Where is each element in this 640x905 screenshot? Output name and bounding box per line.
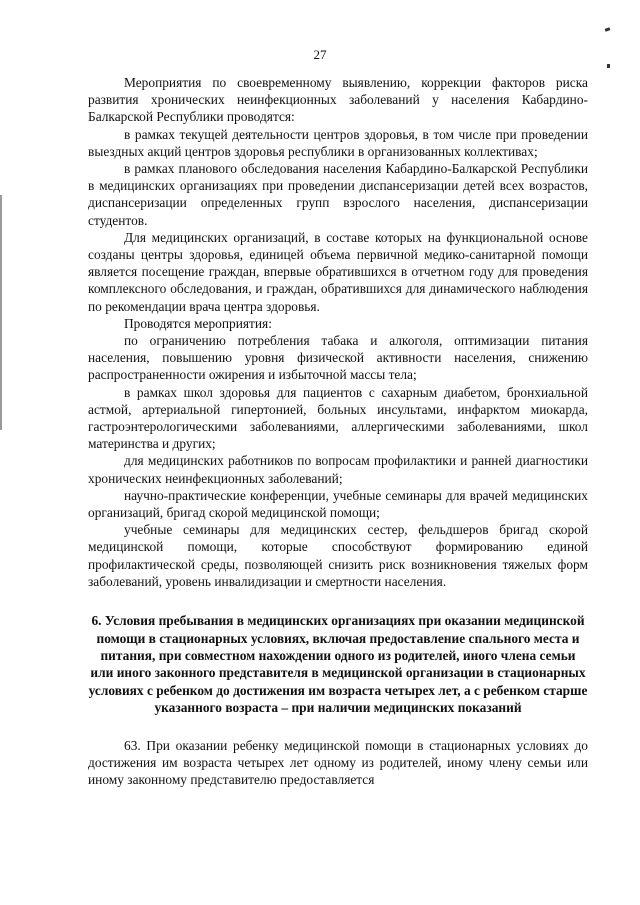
paragraph: в рамках планового обследования населения Кабардино-Балкарской Республики в медицинских организациях при проведении диспансеризации детей всех возрастов, диспансеризации определенных групп взрослого населения, диспансеризации студентов. xyxy=(88,161,588,228)
section-heading: 6. Условия пребывания в медицинских организациях при оказании медицинской помощи в стационарных условиях, включая предоставление спального места и питания, при совместном нахождении одного из родителей, иного члена семьи или иного законного представителя в медицинской организации в стационарных условиях с ребенком до достижения им возраста четырех лет, а с ребенком старше указанного возраста – при наличии медицинских показаний xyxy=(88,613,588,716)
paragraph: по ограничению потребления табака и алкоголя, оптимизации питания населения, повышению уровня физической активности населения, снижению распространенности ожирения и избыточной массы тела; xyxy=(88,333,588,383)
margin-mark xyxy=(605,27,611,32)
paragraph: 63. При оказании ребенку медицинской помощи в стационарных условиях до достижения им возраста четырех лет одному из родителей, иному члену семьи или иному законному представителю предоставляется xyxy=(88,737,588,787)
margin-mark xyxy=(607,64,610,68)
paragraph: в рамках школ здоровья для пациентов с сахарным диабетом, бронхиальной астмой, артериальной гипертонией, больных инсультами, инфарктом миокарда, гастроэнтерологическими заболеваниями, аллергическими заболеваниями, школ материнства и других; xyxy=(88,384,588,452)
document-body xyxy=(88,74,588,788)
paragraph: Для медицинских организаций, в составе которых на функциональной основе созданы центры здоровья, единицей объема первичной медико-санитарной помощи является посещение граждан, впервые обратившихся в отчетном году для проведения комплексного обследования, и граждан, обратившихся для динамического наблюдения по рекомендации врача центра здоровья. xyxy=(88,229,588,314)
paragraph: в рамках текущей деятельности центров здоровья, в том числе при проведении выездных акций центров здоровья республики в организованных коллективах; xyxy=(88,126,588,159)
scan-edge-line xyxy=(0,195,2,430)
page-number: 27 xyxy=(313,47,327,62)
paragraph: учебные семинары для медицинских сестер, фельдшеров бригад скорой медицинской помощи, которые способствуют формированию единой профилактической среды, позволяющей снизить риск возникновения тяжелых форм заболеваний, уровень инвалидизации и смертности населения. xyxy=(88,522,588,589)
paragraph: Проводятся мероприятия: xyxy=(124,315,272,331)
paragraph: Мероприятия по своевременному выявлению, коррекции факторов риска развития хронических неинфекционных заболеваний у населения Кабардино-Балкарской Республики проводятся: xyxy=(88,75,588,125)
paragraph: для медицинских работников по вопросам профилактики и ранней диагностики хронических неинфекционных заболеваний; xyxy=(88,453,588,486)
paragraph: научно-практические конференции, учебные семинары для врачей медицинских организаций, бригад скорой медицинской помощи; xyxy=(88,487,588,521)
